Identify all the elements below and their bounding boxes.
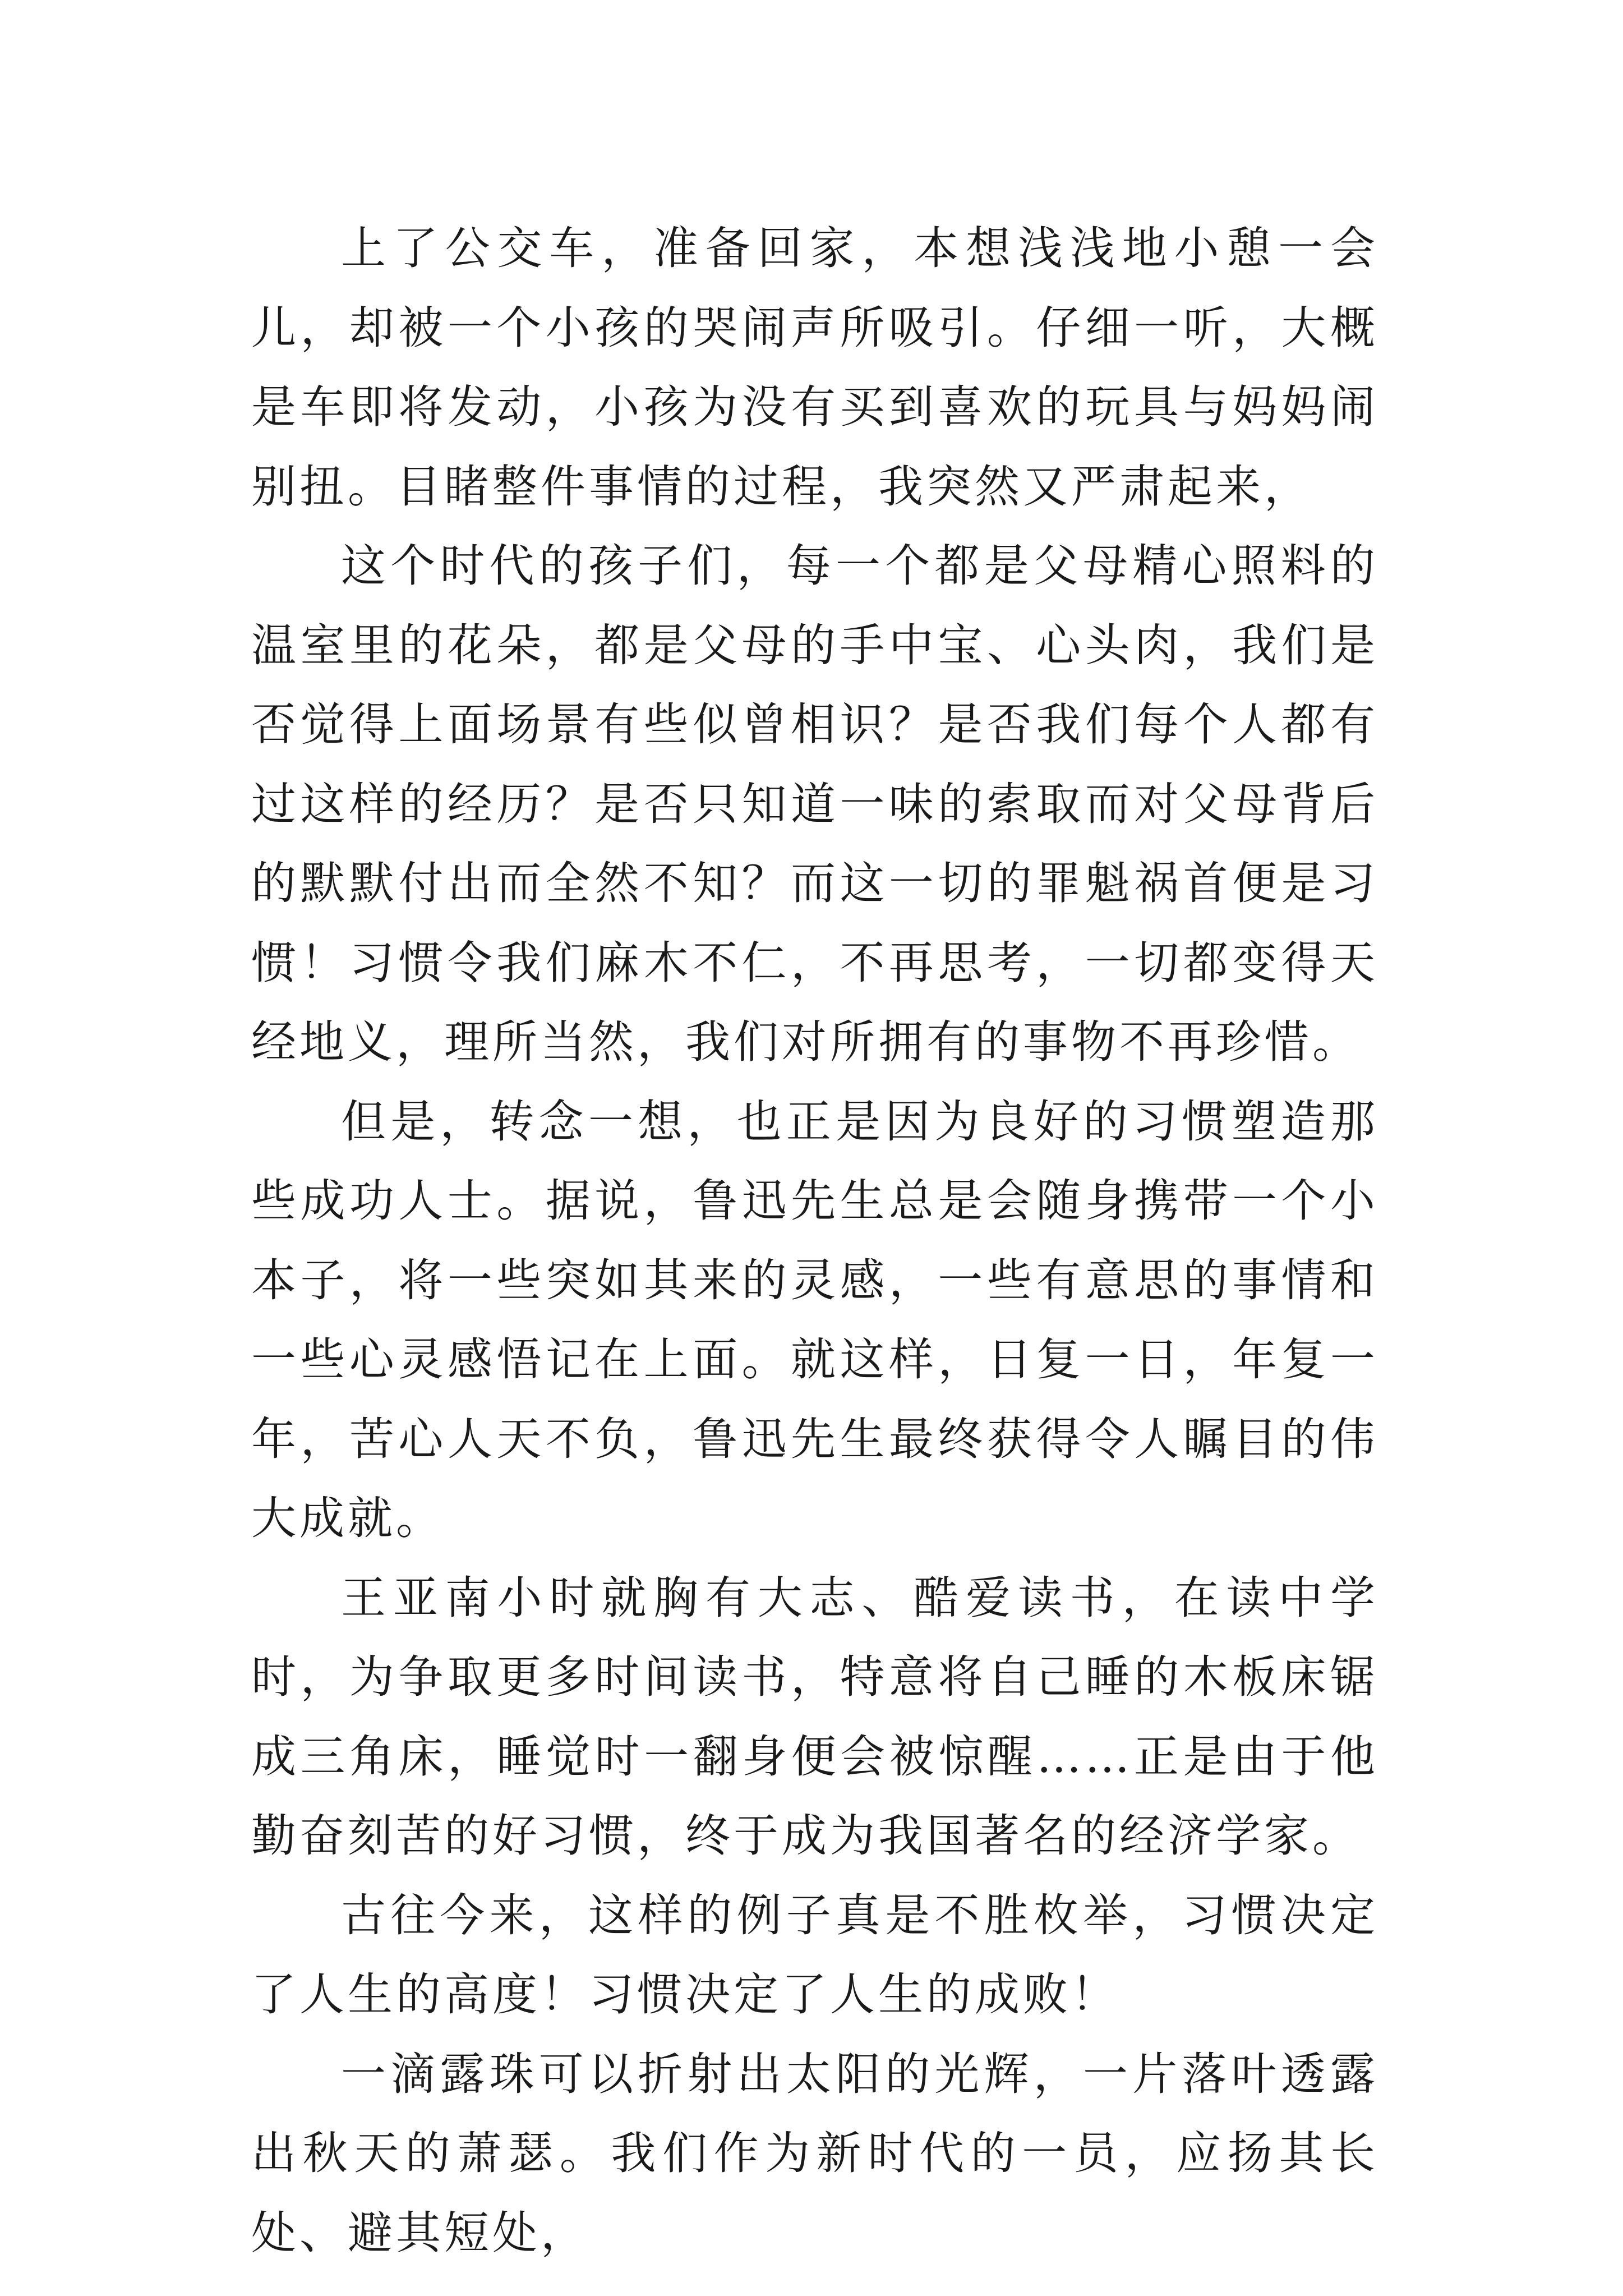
paragraph-wang-yanan-example: 王亚南小时就胸有大志、酷爱读书，在读中学时，为争取更多时间读书，特意将自己睡的木板床锯成三角床，睡觉时一翻身便会被惊醒……正是由于他勤奋刻苦的好习惯，终于成为我国著名的经济学家。 <box>251 1571 1378 1862</box>
paragraph-closing: 一滴露珠可以折射出太阳的光辉，一片落叶透露出秋天的萧瑟。我们作为新时代的一员，应扬其长处、避其短处， <box>251 2047 1378 2259</box>
document-body <box>251 209 1378 2272</box>
paragraph-bus-scene: 上了公交车，准备回家，本想浅浅地小憩一会儿，却被一个小孩的哭闹声所吸引。仔细一听，大概是车即将发动，小孩为没有买到喜欢的玩具与妈妈闹别扭。目睹整件事情的过程，我突然又严肃起来， <box>251 222 1378 513</box>
paragraph-conclusion: 古往今来，这样的例子真是不胜枚举，习惯决定了人生的高度！习惯决定了人生的成败！ <box>251 1889 1378 2021</box>
paragraph-lu-xun-example: 但是，转念一想，也正是因为良好的习惯塑造那些成功人士。据说，鲁迅先生总是会随身携带一个小本子，将一些突如其来的灵感，一些有意思的事情和一些心灵感悟记在上面。就这样，日复一日，年复一年，苦心人天不负，鲁迅先生最终获得令人瞩目的伟大成就。 <box>251 1095 1378 1544</box>
paragraph-habit-reflection: 这个时代的孩子们，每一个都是父母精心照料的温室里的花朵，都是父母的手中宝、心头肉，我们是否觉得上面场景有些似曾相识？是否我们每个人都有过这样的经历？是否只知道一味的索取而对父母背后的默默付出而全然不知？而这一切的罪魁祸首便是习惯！习惯令我们麻木不仁，不再思考，一切都变得天经地义，理所当然，我们对所拥有的事物不再珍惜。 <box>251 540 1378 1068</box>
